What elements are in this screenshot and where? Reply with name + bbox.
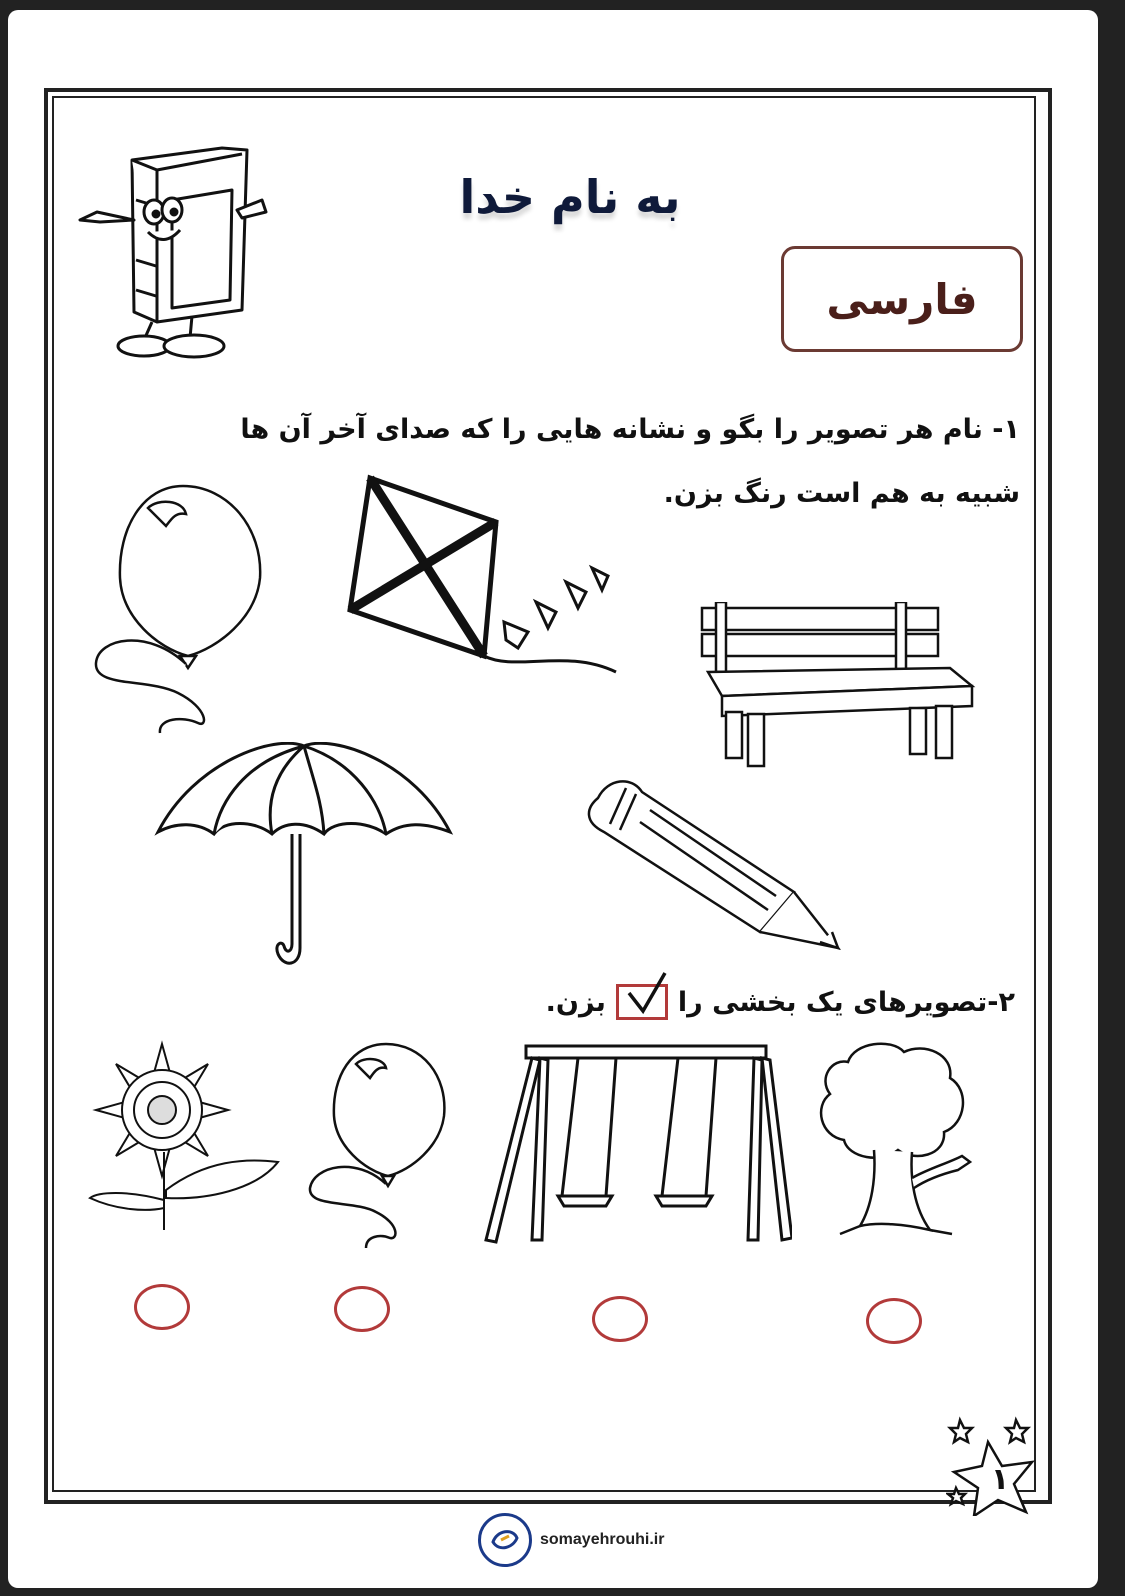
balloon-icon-2 <box>306 1040 456 1250</box>
footer-website[interactable]: somayehrouhi.ir <box>540 1531 665 1548</box>
question-2-text: ۲-تصویرهای یک بخشی را <box>677 986 1015 1018</box>
site-logo-icon <box>478 1513 532 1567</box>
swing-icon <box>482 1040 792 1244</box>
tree-icon <box>814 1038 974 1248</box>
subject-label: فارسی <box>826 274 978 324</box>
answer-circle-balloon[interactable] <box>334 1286 390 1332</box>
subject-box <box>781 246 1023 352</box>
question-2-text-end: بزن. <box>545 986 606 1018</box>
balloon-icon <box>88 478 278 738</box>
book-mascot-icon <box>72 140 272 370</box>
page-title: به نام خدا <box>459 170 681 224</box>
page-number: ۱ <box>990 1462 1010 1497</box>
answer-circle-swing[interactable] <box>592 1296 648 1342</box>
pencil-icon <box>580 772 850 962</box>
logo-mark-icon <box>487 1522 523 1558</box>
answer-circle-flower[interactable] <box>134 1284 190 1330</box>
question-2-instruction <box>546 984 1015 1020</box>
kite-icon <box>346 472 626 692</box>
answer-circle-tree[interactable] <box>866 1298 922 1344</box>
flower-icon <box>86 1040 282 1236</box>
bench-icon <box>700 602 990 770</box>
question-1-instruction: ۱- نام هر تصویر را بگو و نشانه هایی را که صدای آخر آن ها شبیه به هم است رنگ بزن. <box>240 414 1020 509</box>
check-box-example <box>616 984 668 1020</box>
umbrella-icon <box>154 742 454 978</box>
footer <box>478 1512 664 1568</box>
check-mark-icon <box>621 971 673 1017</box>
